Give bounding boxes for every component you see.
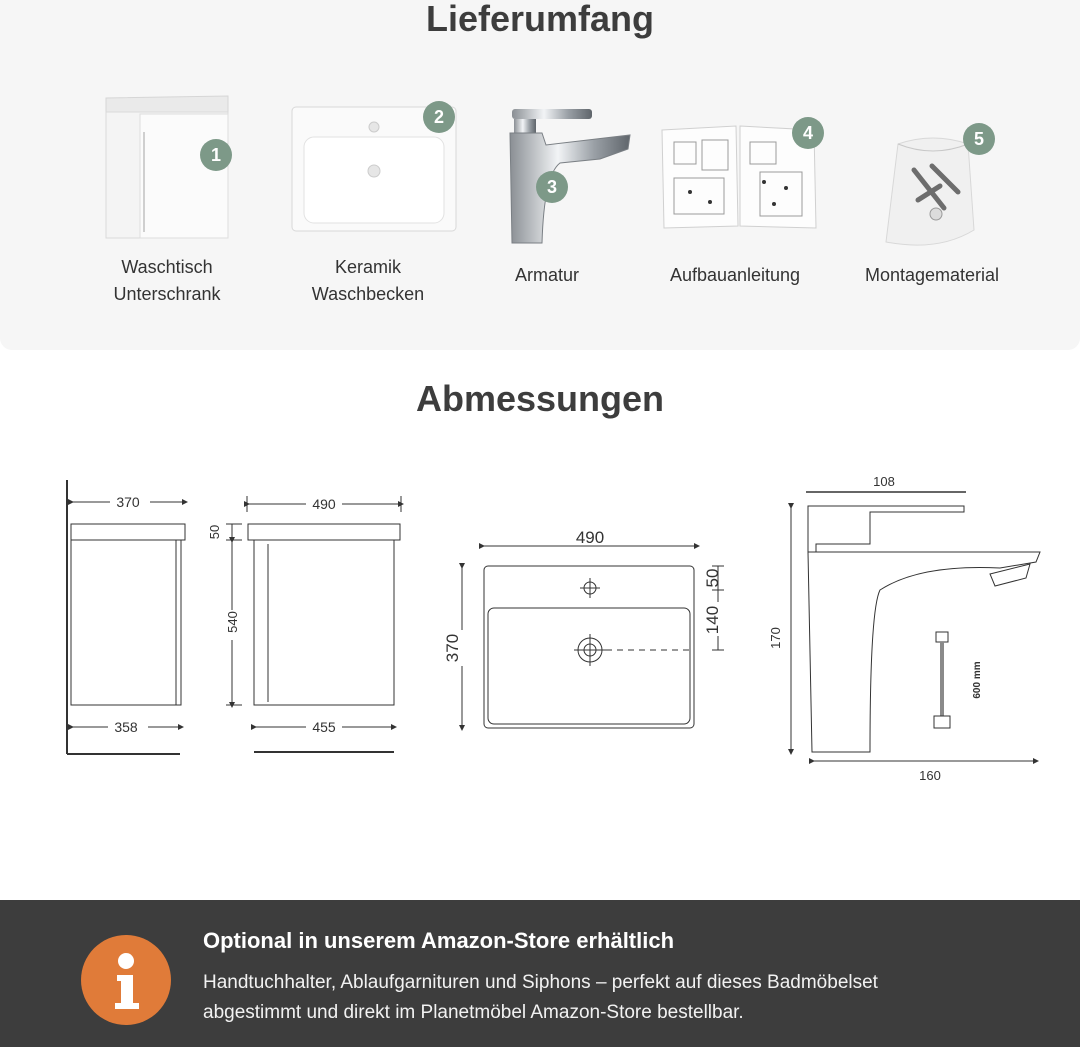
label-hardware: Montagematerial <box>864 265 1000 285</box>
faucet-height: 170 <box>768 627 783 649</box>
cabinet-front-body-height: 540 <box>225 611 240 633</box>
basin-drain-offset: 140 <box>703 605 722 635</box>
faucet-drawing <box>791 492 1040 761</box>
cabinet-front-top-height: 50 <box>207 524 222 540</box>
label-basin: Keramik Waschbecken <box>311 257 425 304</box>
info-icon <box>81 935 171 1025</box>
basin-width: 490 <box>575 528 605 547</box>
basin-rim: 50 <box>703 568 722 588</box>
badge-4: 4 <box>792 117 824 149</box>
dimensions-drawings <box>0 440 1080 820</box>
label-cabinet: Waschtisch Unterschrank <box>113 257 221 304</box>
faucet-icon <box>500 105 635 245</box>
faucet-lever-length: 108 <box>873 474 895 489</box>
cabinet-side-bottom-width: 358 <box>114 719 138 735</box>
footer-info-banner <box>0 900 1080 1047</box>
label-manual: Aufbauanleitung <box>669 265 801 285</box>
label-faucet: Armatur <box>514 265 579 285</box>
basin-drawing <box>462 546 724 728</box>
cabinet-side-top-width: 370 <box>116 494 140 510</box>
cabinet-front-top-width: 490 <box>312 496 336 512</box>
footer-text: Handtuchhalter, Ablaufgarnituren und Siphons – perfekt auf dieses Badmöbelset abgestimmt und direkt im Planetmöbel Amazon-Store bestellbar. <box>203 972 878 1023</box>
cabinet-side-drawing <box>67 480 185 754</box>
faucet-reach: 160 <box>919 768 941 783</box>
cabinet-front-drawing <box>226 496 401 752</box>
badge-1: 1 <box>200 139 232 171</box>
faucet-hose-length: 600 mm <box>972 661 983 699</box>
scope-item-faucet <box>500 105 635 245</box>
dimensions-title: Abmessungen <box>415 378 665 419</box>
badge-2: 2 <box>423 101 455 133</box>
badge-5: 5 <box>963 123 995 155</box>
badge-3: 3 <box>536 171 568 203</box>
basin-depth: 370 <box>443 633 462 663</box>
footer-title: Optional in unserem Amazon-Store erhältlich <box>203 928 675 953</box>
scope-section <box>0 0 1080 350</box>
scope-title: Lieferumfang <box>425 0 655 39</box>
cabinet-front-bottom-width: 455 <box>312 719 336 735</box>
